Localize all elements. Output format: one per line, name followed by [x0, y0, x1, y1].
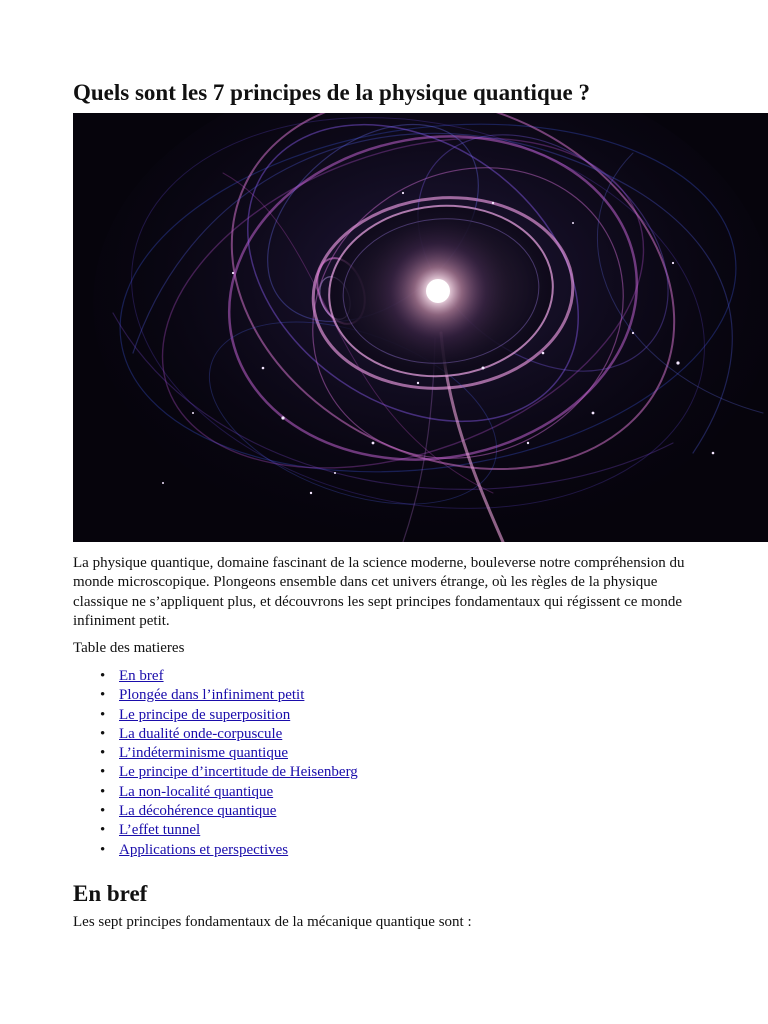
quantum-energy-image: [73, 113, 768, 542]
toc-link-indeterminisme[interactable]: L’indéterminisme quantique: [119, 745, 288, 762]
table-of-contents: [73, 667, 358, 860]
toc-link-decoherence[interactable]: La décohérence quantique: [119, 803, 277, 820]
toc-item: [119, 783, 358, 802]
toc-link-superposition[interactable]: Le principe de superposition: [119, 706, 291, 723]
toc-item: [119, 686, 358, 705]
toc-link-en-bref[interactable]: En bref: [119, 668, 164, 684]
intro-paragraph: La physique quantique, domaine fascinant de la science moderne, bouleverse notre compréhension du monde microscopique. Plongeons ensemble dans cet univers étrange, où les règles de la physique classique ne s’appliquent plus, et découvrons les sept principes fondamentaux qui régissent ce monde infiniment petit.: [73, 555, 685, 629]
toc-item: [119, 744, 358, 763]
section-heading: En bref: [73, 881, 148, 906]
toc-item: [119, 821, 358, 840]
toc-item: [119, 802, 358, 821]
section-text: Les sept principes fondamentaux de la mécanique quantique sont :: [73, 914, 472, 930]
toc-link-incertitude[interactable]: Le principe d’incertitude de Heisenberg: [119, 764, 358, 781]
toc-item: [119, 706, 358, 725]
toc-item: [119, 763, 358, 782]
toc-item: [119, 667, 358, 686]
toc-link-non-localite[interactable]: La non-localité quantique: [119, 783, 274, 800]
toc-label: Table des matieres: [73, 640, 185, 656]
hero-image: [73, 113, 768, 542]
toc-item: [119, 725, 358, 744]
toc-link-plongee[interactable]: Plongée dans l’infiniment petit: [119, 687, 305, 704]
page-title: Quels sont les 7 principes de la physique quantique ?: [73, 80, 590, 105]
toc-item: [119, 841, 358, 860]
toc-link-dualite[interactable]: La dualité onde-corpuscule: [119, 725, 283, 742]
toc-link-effet-tunnel[interactable]: L’effet tunnel: [119, 822, 201, 839]
toc-link-applications[interactable]: Applications et perspectives: [119, 841, 289, 858]
